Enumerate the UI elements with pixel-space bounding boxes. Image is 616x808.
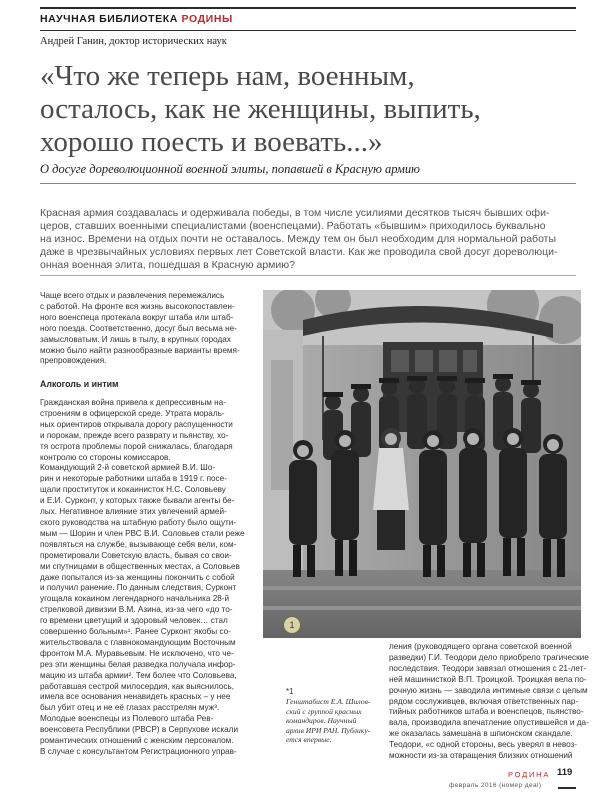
body-line: мым — Шорин и член РВС В.И. Соловьев стали реже <box>40 528 245 538</box>
body-line: лых. Негативное влияние этих увлечений армей- <box>40 507 227 517</box>
body-line: вала, производила впечатление опустившейся и да- <box>389 718 589 728</box>
body-line: романтических отношений с женским персоналом. <box>40 736 234 746</box>
body-line: появляться на службе, вызывающе себя вели, ком- <box>40 539 237 549</box>
body-line: угощала кокаином легендарного начальника 28-й <box>40 594 230 604</box>
body-line: Командующий 2-й советской армией В.И. Шо- <box>40 463 216 473</box>
photo-caption <box>286 697 374 745</box>
body-line: последствия. Теодори завязал отношения с 21-лет- <box>389 663 587 673</box>
body-right-column <box>389 642 589 762</box>
body-line: ных ориентиров открывала дорогу распущенности <box>40 419 233 429</box>
body-line: тийных работников штаба и военспецов, пьянство- <box>389 707 584 717</box>
body-line: же оказалась замешана в шпионском скандале. <box>389 729 573 739</box>
page-number: 119 <box>557 767 573 778</box>
body-line: ления (руководящего органа советской военной <box>389 642 572 651</box>
body-line: ского руководства на штабную работу было ощути- <box>40 517 237 527</box>
body-line: жительствовала с главнокомандующим Восточным <box>40 637 236 647</box>
body-line: ней машинисткой В.П. Троицкой. Троицкая вела по- <box>389 674 587 684</box>
headline-line: «Что же теперь нам, военным, <box>40 60 415 92</box>
body-line: ми спутницами в общественных местах, а Соловьев <box>40 561 240 571</box>
header-bottom-rule <box>40 30 576 31</box>
body-line: разведки) Г.И. Теодори дело приобрело трагические <box>389 652 589 662</box>
body-line: ного военспеца протекала вокруг штаба или штаб- <box>40 312 234 322</box>
body-line: и Е.И. Сурконт, у которых также бывали агенты бе- <box>40 496 235 506</box>
caption-line: ется впервые. <box>286 735 332 745</box>
body-line: Теодори, «с одной стороны, весь уверял в невоз- <box>389 740 578 750</box>
body-line: был убит отец и не её глазах расстрелян муж³. <box>40 703 220 713</box>
body-line: мацию из штаба армии². Тем более что Соловьева, <box>40 670 237 680</box>
body-line: работавшая сестрой милосердия, как выяснилось, <box>40 681 235 691</box>
caption-line: командиров. Научный <box>286 716 357 726</box>
body-line: Гражданская война привела к депрессивным на- <box>40 398 226 407</box>
body-line: имела все основания ненавидеть красных – у нее <box>40 692 231 702</box>
body-line: совершенно больным»¹. Ранее Сурконт якобы со- <box>40 627 231 637</box>
body-line: стрелковой дивизии В.М. Азина, из-за чего «до то- <box>40 605 233 615</box>
body-line: можности из-за отвращения близких отношений <box>389 751 573 761</box>
body-line: го времени цветущий и здоровый человек… стал <box>40 616 228 626</box>
header-top-rule <box>40 7 576 9</box>
caption-number: *1 <box>286 687 294 696</box>
historical-group-photo <box>263 290 581 638</box>
article-subheading: О досуге дореволюционной военной элиты, попавшей в Красную армию <box>40 162 420 176</box>
body-line: строениям в офицерской среде. Утрата мораль- <box>40 408 225 418</box>
body-line: фронтом М.А. Муравьевым. Не исключено, что че- <box>40 648 234 658</box>
photo-number-badge: 1 <box>283 616 301 634</box>
footer-issue-date: февраль 2016 (номер дeal) <box>449 782 542 789</box>
article-lead <box>40 207 580 272</box>
section-label <box>40 13 233 25</box>
lead-line: онная военная элита, пошедшая в Красную армию? <box>40 259 295 271</box>
subheading-rule <box>40 183 576 184</box>
body-line: Чаще всего отдых и развлечения перемежались <box>40 291 225 300</box>
body-line: препровождения. <box>40 356 107 366</box>
headline-line: хорошо поесть и воевать...» <box>40 126 383 158</box>
body-line: замысловатым. И лишь в тылу, в крупных городах <box>40 334 231 344</box>
body-line: и порокам, прежде всего разврату и пьянству, хо- <box>40 430 229 440</box>
author-byline: Андрей Ганин, доктор исторических наук <box>40 36 227 47</box>
body-line: военсовета Республики (РВСР) в Серпухове искали <box>40 725 239 735</box>
body-line: прометировали Советскую власть, бывая со свои- <box>40 550 232 560</box>
caption-line: архив ИРИ РАН. Публику- <box>286 725 371 735</box>
headline-line: осталось, как не женщины, выпить, <box>40 93 481 125</box>
lead-line: даже в чрезвычайных условиях первых лет Советской власти. Как же проводила свой досуг дореволюци- <box>40 246 558 258</box>
body-line: Молодые военспецы из Полевого штаба Рев- <box>40 714 214 724</box>
body-line: ного поезда. Соответственно, досуг был весьма не- <box>40 323 237 333</box>
body-line: рочную жизнь — заводила интимные связи с целым <box>389 685 588 695</box>
body-line: рин и некоторые работники штаба в 1919 г. посе- <box>40 474 227 484</box>
body-line: контролю со стороны комиссаров. <box>40 452 171 462</box>
caption-line: ский с группой красных <box>286 706 362 716</box>
body-line: рядом сослуживцев, включая ответственных пар- <box>389 696 579 706</box>
section-heading: Алкоголь и интим <box>40 379 119 389</box>
body-line: тя острота проблемы порой снижалась, благодаря <box>40 441 233 451</box>
body-left-column <box>40 398 255 758</box>
caption-line: Генштабист Е.А. Шилов- <box>286 697 371 706</box>
body-intro-paragraph <box>40 291 255 367</box>
lead-rule <box>40 275 576 276</box>
lead-line: Красная армия создавалась и одерживала победы, в том числе усилиями десятков тысяч бывших офи- <box>40 207 550 219</box>
footer-brand: РОДИНА <box>508 770 551 779</box>
footer-dash <box>558 787 576 789</box>
section-label-accent: РОДИНЫ <box>181 13 233 25</box>
body-line: даже попытался из-за женщины покончить с собой <box>40 572 235 582</box>
body-line: можно было найти разнообразные варианты время- <box>40 345 240 355</box>
body-line: В случае с консультантом Регистрационного управ- <box>40 747 237 756</box>
article-headline <box>40 60 576 159</box>
body-line: рез эти женщины белая разведка получала инфор- <box>40 659 236 669</box>
lead-line: церов, ставших военными специалистами (военспецами). Работать «бывшим» приходилось буквально <box>40 220 546 232</box>
body-line: и получил ранение. По данным следствия, Сурконт <box>40 583 237 593</box>
body-line: с работой. На фронте вся жизнь высокопоставлен- <box>40 301 235 311</box>
lead-line: на износ. Времени на отдых почти не оставалось. Между тем он был необходим для нормальной работы <box>40 233 557 245</box>
section-label-prefix: НАУЧНАЯ БИБЛИОТЕКА <box>40 13 182 25</box>
body-line: щали проституток и кокаинисток Н.С. Соловьеву <box>40 485 226 495</box>
